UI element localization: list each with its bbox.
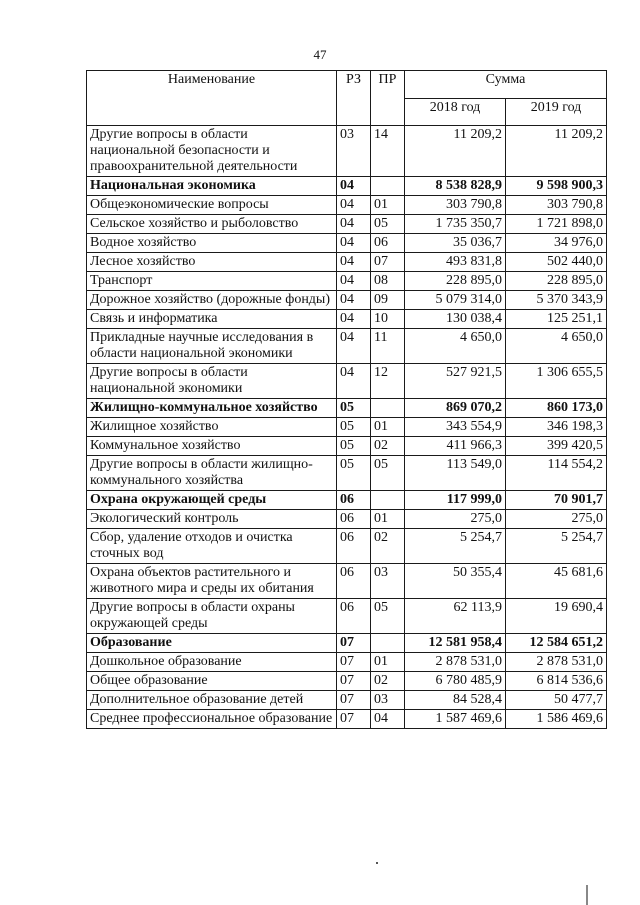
scan-mark bbox=[376, 862, 378, 864]
row-amount-2019: 45 681,6 bbox=[506, 564, 607, 599]
row-amount-2019: 19 690,4 bbox=[506, 599, 607, 634]
row-amount-2019: 860 173,0 bbox=[506, 399, 607, 418]
table-row bbox=[87, 215, 607, 234]
table-body bbox=[87, 126, 607, 729]
row-amount-2018: 493 831,8 bbox=[405, 253, 506, 272]
row-name: Другие вопросы в области национальной экономики bbox=[87, 364, 337, 399]
row-pr: 01 bbox=[371, 510, 405, 529]
table-row bbox=[87, 672, 607, 691]
row-pr: 08 bbox=[371, 272, 405, 291]
row-amount-2019: 11 209,2 bbox=[506, 126, 607, 177]
row-pr: 06 bbox=[371, 234, 405, 253]
row-amount-2018: 62 113,9 bbox=[405, 599, 506, 634]
row-name: Экологический контроль bbox=[87, 510, 337, 529]
row-amount-2019: 275,0 bbox=[506, 510, 607, 529]
row-name: Общее образование bbox=[87, 672, 337, 691]
row-amount-2019: 50 477,7 bbox=[506, 691, 607, 710]
row-name: Дополнительное образование детей bbox=[87, 691, 337, 710]
row-amount-2019: 4 650,0 bbox=[506, 329, 607, 364]
row-amount-2018: 11 209,2 bbox=[405, 126, 506, 177]
row-name: Жилищное хозяйство bbox=[87, 418, 337, 437]
row-name: Связь и информатика bbox=[87, 310, 337, 329]
row-rz: 07 bbox=[337, 710, 371, 729]
row-pr: 05 bbox=[371, 215, 405, 234]
row-amount-2018: 527 921,5 bbox=[405, 364, 506, 399]
table-row bbox=[87, 253, 607, 272]
row-rz: 04 bbox=[337, 329, 371, 364]
row-pr: 07 bbox=[371, 253, 405, 272]
row-pr: 02 bbox=[371, 672, 405, 691]
table-row bbox=[87, 126, 607, 177]
row-rz: 05 bbox=[337, 399, 371, 418]
row-amount-2018: 5 079 314,0 bbox=[405, 291, 506, 310]
row-amount-2018: 6 780 485,9 bbox=[405, 672, 506, 691]
row-name: Прикладные научные исследования в области национальной экономики bbox=[87, 329, 337, 364]
header-year-2018: 2018 год bbox=[405, 98, 506, 126]
row-rz: 04 bbox=[337, 253, 371, 272]
row-amount-2019: 303 790,8 bbox=[506, 196, 607, 215]
row-name: Охрана объектов растительного и животного мира и среды их обитания bbox=[87, 564, 337, 599]
row-pr bbox=[371, 399, 405, 418]
row-amount-2018: 4 650,0 bbox=[405, 329, 506, 364]
row-name: Среднее профессиональное образование bbox=[87, 710, 337, 729]
row-amount-2018: 303 790,8 bbox=[405, 196, 506, 215]
row-rz: 07 bbox=[337, 653, 371, 672]
row-rz: 06 bbox=[337, 510, 371, 529]
row-name: Дорожное хозяйство (дорожные фонды) bbox=[87, 291, 337, 310]
table-row bbox=[87, 653, 607, 672]
row-rz: 04 bbox=[337, 310, 371, 329]
row-rz: 05 bbox=[337, 456, 371, 491]
table-row bbox=[87, 272, 607, 291]
scan-edge-mark bbox=[586, 885, 588, 905]
row-rz: 07 bbox=[337, 691, 371, 710]
table-row bbox=[87, 418, 607, 437]
row-amount-2018: 35 036,7 bbox=[405, 234, 506, 253]
table-row bbox=[87, 310, 607, 329]
row-pr: 02 bbox=[371, 529, 405, 564]
header-year-2019: 2019 год bbox=[506, 98, 607, 126]
row-amount-2019: 114 554,2 bbox=[506, 456, 607, 491]
row-name: Общеэкономические вопросы bbox=[87, 196, 337, 215]
row-pr bbox=[371, 177, 405, 196]
table-row bbox=[87, 364, 607, 399]
row-amount-2019: 12 584 651,2 bbox=[506, 634, 607, 653]
row-amount-2019: 346 198,3 bbox=[506, 418, 607, 437]
row-name: Водное хозяйство bbox=[87, 234, 337, 253]
row-rz: 06 bbox=[337, 599, 371, 634]
table-row bbox=[87, 634, 607, 653]
table-row bbox=[87, 437, 607, 456]
row-amount-2018: 411 966,3 bbox=[405, 437, 506, 456]
row-name: Коммунальное хозяйство bbox=[87, 437, 337, 456]
row-rz: 07 bbox=[337, 634, 371, 653]
row-pr bbox=[371, 634, 405, 653]
row-name: Сбор, удаление отходов и очистка сточных вод bbox=[87, 529, 337, 564]
header-pr: ПР bbox=[371, 71, 405, 126]
row-amount-2018: 84 528,4 bbox=[405, 691, 506, 710]
table-row bbox=[87, 529, 607, 564]
table-row bbox=[87, 491, 607, 510]
row-amount-2018: 343 554,9 bbox=[405, 418, 506, 437]
page-number: 47 bbox=[313, 47, 327, 62]
row-pr: 04 bbox=[371, 710, 405, 729]
row-amount-2019: 1 721 898,0 bbox=[506, 215, 607, 234]
row-pr: 01 bbox=[371, 418, 405, 437]
row-name: Другие вопросы в области охраны окружающей среды bbox=[87, 599, 337, 634]
table-row bbox=[87, 691, 607, 710]
table-row bbox=[87, 291, 607, 310]
row-amount-2018: 113 549,0 bbox=[405, 456, 506, 491]
row-amount-2018: 50 355,4 bbox=[405, 564, 506, 599]
header-rz: РЗ bbox=[337, 71, 371, 126]
row-amount-2019: 5 254,7 bbox=[506, 529, 607, 564]
row-name: Лесное хозяйство bbox=[87, 253, 337, 272]
header-name: Наименование bbox=[87, 71, 337, 126]
row-rz: 04 bbox=[337, 291, 371, 310]
row-rz: 04 bbox=[337, 196, 371, 215]
row-amount-2018: 1 735 350,7 bbox=[405, 215, 506, 234]
row-amount-2019: 2 878 531,0 bbox=[506, 653, 607, 672]
row-name: Охрана окружающей среды bbox=[87, 491, 337, 510]
row-rz: 05 bbox=[337, 418, 371, 437]
row-name: Образование bbox=[87, 634, 337, 653]
row-amount-2019: 9 598 900,3 bbox=[506, 177, 607, 196]
table-row bbox=[87, 399, 607, 418]
row-amount-2018: 869 070,2 bbox=[405, 399, 506, 418]
row-pr: 02 bbox=[371, 437, 405, 456]
row-amount-2019: 502 440,0 bbox=[506, 253, 607, 272]
row-amount-2019: 5 370 343,9 bbox=[506, 291, 607, 310]
row-rz: 04 bbox=[337, 215, 371, 234]
row-name: Транспорт bbox=[87, 272, 337, 291]
row-amount-2019: 228 895,0 bbox=[506, 272, 607, 291]
header-row bbox=[87, 71, 607, 99]
row-name: Национальная экономика bbox=[87, 177, 337, 196]
row-amount-2019: 125 251,1 bbox=[506, 310, 607, 329]
row-name: Другие вопросы в области национальной безопасности и правоохранительной деятельности bbox=[87, 126, 337, 177]
row-amount-2019: 1 586 469,6 bbox=[506, 710, 607, 729]
table-row bbox=[87, 599, 607, 634]
row-pr: 01 bbox=[371, 653, 405, 672]
row-rz: 04 bbox=[337, 272, 371, 291]
row-rz: 06 bbox=[337, 529, 371, 564]
row-pr: 12 bbox=[371, 364, 405, 399]
row-rz: 07 bbox=[337, 672, 371, 691]
row-rz: 04 bbox=[337, 364, 371, 399]
row-pr: 10 bbox=[371, 310, 405, 329]
row-amount-2018: 130 038,4 bbox=[405, 310, 506, 329]
row-amount-2018: 8 538 828,9 bbox=[405, 177, 506, 196]
row-amount-2019: 34 976,0 bbox=[506, 234, 607, 253]
table-row bbox=[87, 564, 607, 599]
row-amount-2018: 275,0 bbox=[405, 510, 506, 529]
row-pr: 05 bbox=[371, 599, 405, 634]
row-amount-2018: 2 878 531,0 bbox=[405, 653, 506, 672]
row-pr: 14 bbox=[371, 126, 405, 177]
row-amount-2018: 228 895,0 bbox=[405, 272, 506, 291]
row-amount-2019: 6 814 536,6 bbox=[506, 672, 607, 691]
table-row bbox=[87, 329, 607, 364]
row-amount-2018: 1 587 469,6 bbox=[405, 710, 506, 729]
row-rz: 04 bbox=[337, 177, 371, 196]
row-name: Другие вопросы в области жилищно-коммунального хозяйства bbox=[87, 456, 337, 491]
row-amount-2018: 5 254,7 bbox=[405, 529, 506, 564]
header-sum: Сумма bbox=[405, 71, 607, 99]
table-row bbox=[87, 177, 607, 196]
row-pr: 11 bbox=[371, 329, 405, 364]
table-row bbox=[87, 196, 607, 215]
row-amount-2018: 117 999,0 bbox=[405, 491, 506, 510]
row-amount-2018: 12 581 958,4 bbox=[405, 634, 506, 653]
row-rz: 06 bbox=[337, 491, 371, 510]
row-rz: 06 bbox=[337, 564, 371, 599]
row-amount-2019: 70 901,7 bbox=[506, 491, 607, 510]
row-pr: 01 bbox=[371, 196, 405, 215]
row-amount-2019: 1 306 655,5 bbox=[506, 364, 607, 399]
budget-table bbox=[86, 70, 607, 729]
row-name: Жилищно-коммунальное хозяйство bbox=[87, 399, 337, 418]
row-rz: 04 bbox=[337, 234, 371, 253]
table-row bbox=[87, 710, 607, 729]
table-row bbox=[87, 456, 607, 491]
row-amount-2019: 399 420,5 bbox=[506, 437, 607, 456]
row-pr: 09 bbox=[371, 291, 405, 310]
row-pr: 03 bbox=[371, 564, 405, 599]
row-name: Сельское хозяйство и рыболовство bbox=[87, 215, 337, 234]
row-pr: 03 bbox=[371, 691, 405, 710]
table-row bbox=[87, 510, 607, 529]
row-name: Дошкольное образование bbox=[87, 653, 337, 672]
row-pr bbox=[371, 491, 405, 510]
row-pr: 05 bbox=[371, 456, 405, 491]
row-rz: 03 bbox=[337, 126, 371, 177]
row-rz: 05 bbox=[337, 437, 371, 456]
table-row bbox=[87, 234, 607, 253]
